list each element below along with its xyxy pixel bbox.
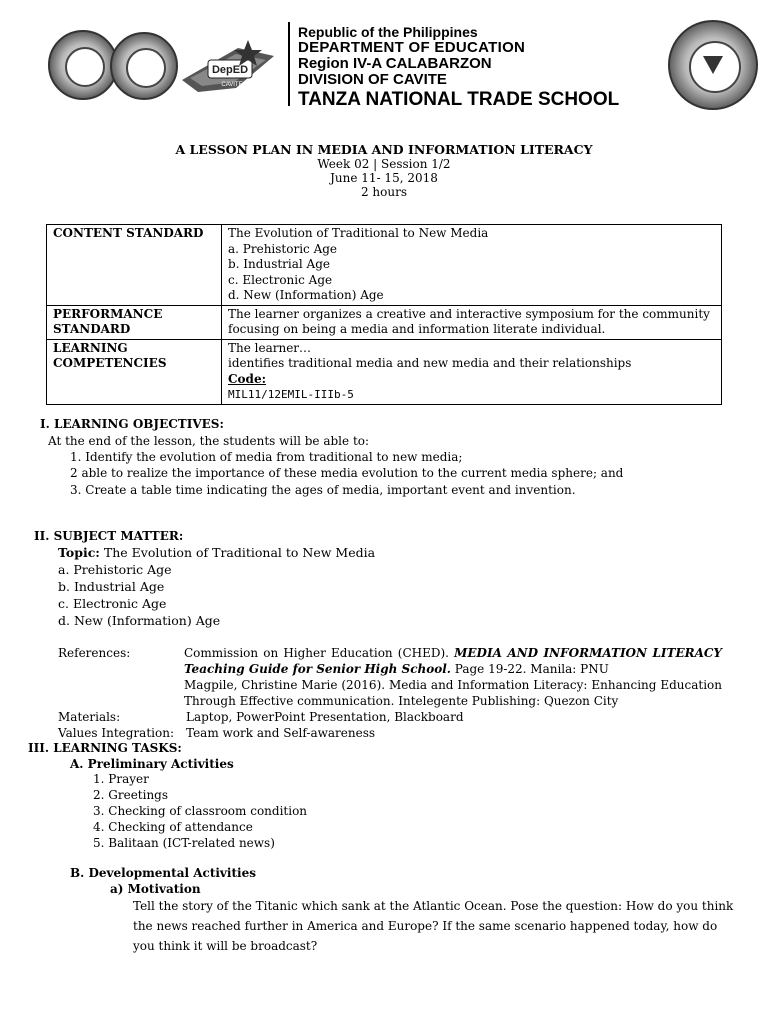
division-line: DIVISION OF CAVITE: [298, 71, 447, 88]
topic-value: The Evolution of Traditional to New Media: [99, 545, 376, 560]
references-block: [58, 645, 722, 741]
school-seal-logo: [668, 20, 758, 110]
learning-competencies-cell: [222, 339, 722, 404]
subject-item: c. Electronic Age: [58, 596, 167, 611]
prelim-item: 5. Balitaan (ICT-related news): [93, 836, 275, 850]
gear-icon: [700, 52, 726, 78]
performance-standard-label: PERFORMANCE STANDARD: [47, 305, 222, 339]
motivation-line: the news reached further in America and Europe? If the same scenario happened today, how do: [133, 919, 718, 933]
prelim-item: 2. Greetings: [93, 788, 169, 802]
header-divider: [288, 22, 290, 106]
objective-item: 2 able to realize the importance of these media evolution to the current media sphere; and: [70, 466, 624, 480]
content-standard-label: CONTENT STANDARD: [47, 225, 222, 306]
school-header: [40, 20, 740, 112]
prelim-heading: A. Preliminary Activities: [70, 757, 234, 771]
motivation-line: you think it will be broadcast?: [133, 939, 318, 953]
content-standard-cell: [222, 225, 722, 306]
school-name: TANZA NATIONAL TRADE SCHOOL: [298, 89, 620, 110]
values-label: Values Integration:: [58, 726, 174, 740]
republic-line: Republic of the Philippines: [298, 24, 478, 40]
reference-row: [58, 677, 722, 709]
subject-item: a. Prehistoric Age: [58, 562, 172, 577]
tasks-heading: III. LEARNING TASKS:: [28, 741, 182, 755]
values-value: Team work and Self-awareness: [186, 726, 376, 740]
materials-row: [58, 709, 722, 725]
content-line: c. Electronic Age: [228, 272, 333, 287]
references-label: References:: [58, 646, 131, 660]
competency-line: identifies traditional media and new media and their relationships: [228, 356, 632, 370]
content-line: a. Prehistoric Age: [228, 241, 338, 256]
subject-item: b. Industrial Age: [58, 579, 165, 594]
lesson-plan-title: [0, 143, 768, 199]
header-text-block: [298, 24, 619, 112]
objectives-heading: I. LEARNING OBJECTIVES:: [40, 417, 224, 431]
performance-standard-cell: The learner organizes a creative and interactive symposium for the community focusing on being a media and information literate individual.: [222, 305, 722, 339]
title-date: June 11- 15, 2018: [330, 171, 438, 185]
values-row: [58, 725, 722, 741]
prelim-item: 3. Checking of classroom condition: [93, 804, 308, 818]
topic-line: [58, 545, 375, 561]
title-duration: 2 hours: [360, 185, 408, 199]
code-label: Code:: [228, 371, 267, 386]
title-week: Week 02 | Session 1/2: [317, 157, 451, 171]
division-seal-logo: [110, 32, 178, 100]
competency-line: The learner…: [228, 340, 312, 355]
objective-item: 1. Identify the evolution of media from traditional to new media;: [70, 450, 463, 464]
materials-label: Materials:: [58, 710, 121, 724]
content-line: b. Industrial Age: [228, 257, 330, 271]
subject-heading: II. SUBJECT MATTER:: [34, 529, 184, 543]
content-line: d. New (Information) Age: [228, 288, 384, 302]
content-line: The Evolution of Traditional to New Media: [228, 226, 489, 240]
standards-table: [46, 224, 722, 405]
subject-item: d. New (Information) Age: [58, 613, 221, 628]
table-row: [47, 305, 722, 339]
title-main: A LESSON PLAN IN MEDIA AND INFORMATION LITERACY: [175, 142, 593, 157]
reference-2: Magpile, Christine Marie (2016). Media and Information Literacy: Enhancing Education Through Effective communication. Intelegente Publishing: Quezon City: [184, 678, 722, 708]
materials-value: Laptop, PowerPoint Presentation, Blackboard: [186, 710, 464, 724]
region-line: Region IV-A CALABARZON: [298, 55, 492, 72]
deped-logo-subtext: CAVITE: [221, 82, 243, 88]
topic-label: Topic:: [58, 545, 100, 560]
objectives-intro: At the end of the lesson, the students will be able to:: [48, 434, 370, 448]
table-row: [47, 225, 722, 306]
deped-seal-logo: [48, 30, 118, 100]
code-value: MIL11/12EMIL-IIIb-5: [228, 388, 354, 401]
reference-1: Commission on Higher Education (CHED). MEDIA AND INFORMATION LITERACY Teaching Guide for Senior High School. Page 19-22. Manila: PNU: [184, 646, 722, 676]
table-row: [47, 339, 722, 404]
motivation-line: Tell the story of the Titanic which sank at the Atlantic Ocean. Pose the question: How do you think: [133, 899, 734, 913]
learning-competencies-label: LEARNING COMPETENCIES: [47, 339, 222, 404]
motivation-heading: a) Motivation: [110, 882, 201, 896]
reference-row: [58, 645, 722, 677]
developmental-heading: B. Developmental Activities: [70, 866, 256, 880]
prelim-item: 1. Prayer: [93, 772, 149, 786]
deped-cavite-logo: [178, 36, 278, 100]
deped-logo-text: DepED: [211, 64, 249, 76]
prelim-item: 4. Checking of attendance: [93, 820, 253, 834]
department-line: DEPARTMENT OF EDUCATION: [298, 39, 526, 56]
objective-item: 3. Create a table time indicating the ages of media, important event and invention.: [70, 483, 576, 497]
